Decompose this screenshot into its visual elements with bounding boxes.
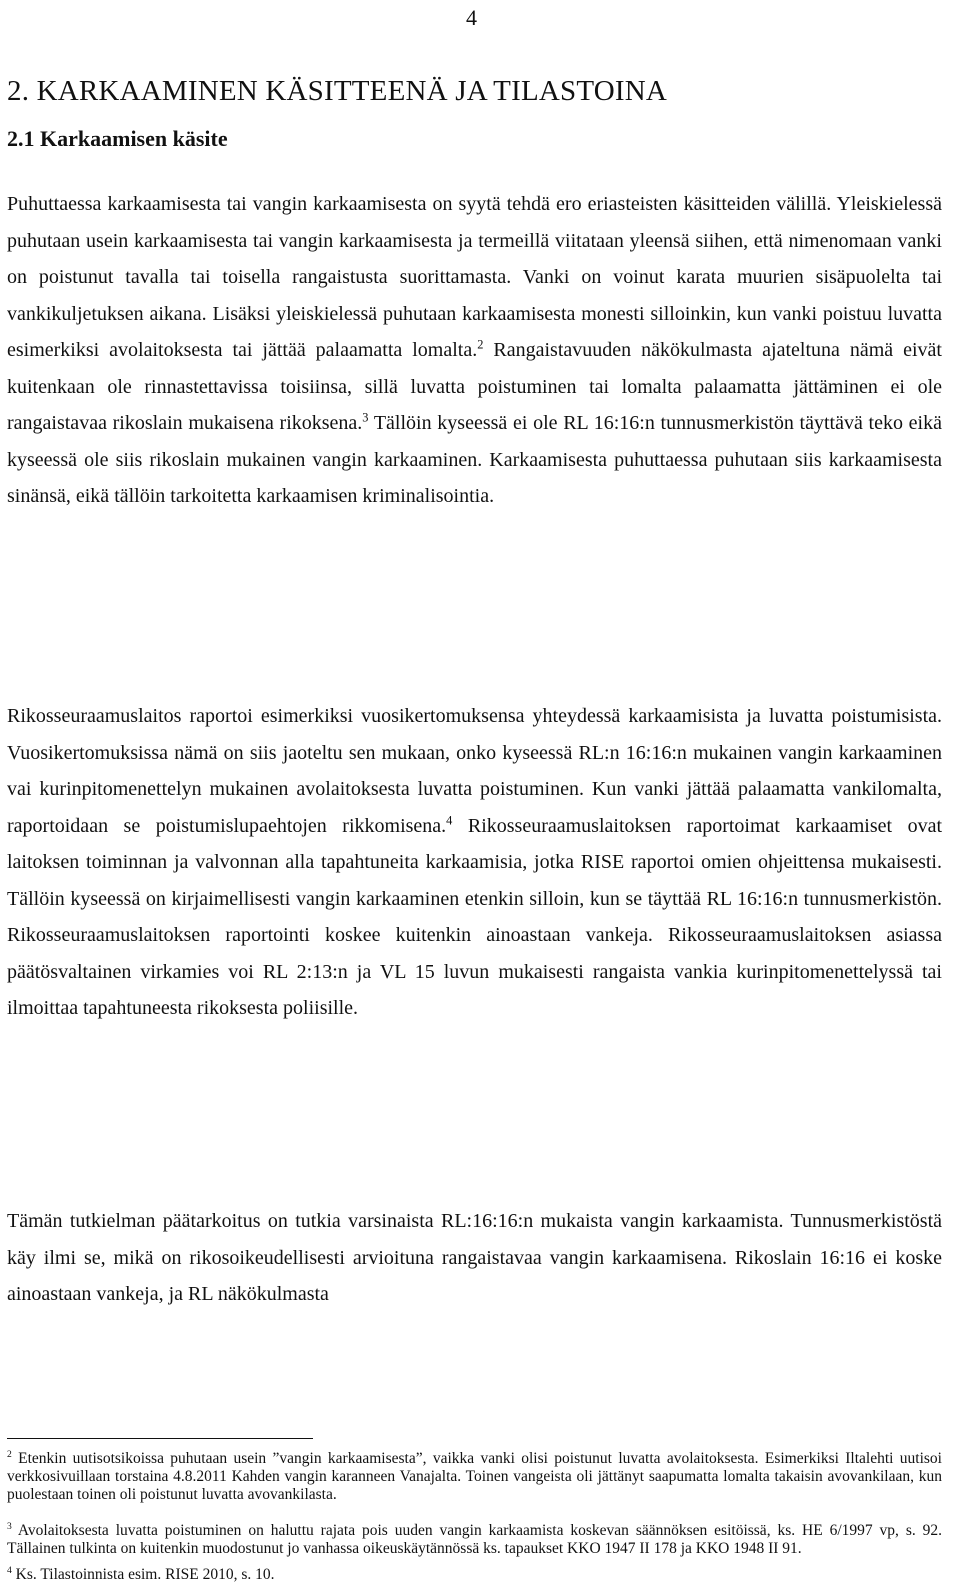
footnote-ref-3[interactable]: 3 — [362, 410, 369, 425]
footnote-3 — [7, 1522, 942, 1558]
body-paragraph-3 — [7, 1203, 942, 1313]
footnote-4 — [7, 1566, 942, 1584]
footnote-number: 3 — [7, 1521, 12, 1533]
footnote-2 — [7, 1450, 942, 1504]
footnote-ref-2[interactable]: 2 — [477, 337, 484, 352]
footnote-text: Etenkin uutisotsikoissa puhutaan usein ”vangin karkaamisesta”, vaikka vanki olisi poistunut luvatta avolaitoksesta. Esimerkiksi Iltalehti uutisoi verkkosivuillaan torstaina 4.8.2011 Kahden vangin karanneen Vanajalta. Toinen vangeista oli jättänyt saapumatta lomalta takaisin avovankilaan, kun puolestaan toinen oli poistunut luvatta avovankilasta. — [7, 1450, 942, 1503]
paragraph-text: Tämän tutkielman päätarkoitus on tutkia varsinaista RL:16:16:n mukaista vangin karkaamista. Tunnusmerkistöstä käy ilmi se, mikä on rikosoikeudellisesti arvioituna rangaistavaa vangin karkaamisena. Rikoslain 16:16 ei koske ainoastaan vankeja, ja RL näkökulmasta — [7, 1210, 942, 1305]
footnote-number: 2 — [7, 1449, 12, 1461]
paragraph-text: Tällöin kyseessä ei ole RL 16:16:n tunnusmerkistön täyttävä teko eikä kyseessä ole siis rikoslain mukainen vangin karkaaminen. Karkaamisesta puhuttaessa puhutaan siis karkaamisesta sinänsä, eikä tällöin tarkoitetta karkaamisen kriminalisointia. — [7, 412, 942, 507]
page-number: 4 — [466, 5, 477, 30]
footnote-text: Avolaitoksesta luvatta poistuminen on haluttu rajata pois uuden vangin karkaamista koskevan säännöksen esitöissä, ks. HE 6/1997 vp, s. 92. Tällainen tulkinta on kuitenkin muodostunut jo vanhassa oikeuskäytännössä ks. tapaukset KKO 1947 II 178 ja KKO 1948 II 91. — [7, 1522, 942, 1557]
body-paragraph-2 — [7, 698, 942, 1027]
footnote-number: 4 — [7, 1565, 12, 1577]
paragraph-text: Rangaistavuuden näkökulmasta ajateltuna nämä eivät kuitenkaan ole rinnastettavissa toisiinsa, sillä luvatta poistuminen tai lomalta palaamatta jättäminen ei ole rangaistavaa rikoslain mukaisena rikoksena. — [7, 339, 942, 434]
paragraph-text: Rikosseuraamuslaitoksen raportoimat karkaamiset ovat laitoksen toiminnan ja valvonnan alla tapahtuneita karkaamisia, jotka RISE raportoi omien ohjeittensa mukaisesti. Tällöin kyseessä on kirjaimellisesti vangin karkaaminen etenkin silloin, kun se täyttää RL 16:16:n tunnusmerkistön. Rikosseuraamuslaitoksen raportointi koskee kuitenkin ainoastaan vankeja. Rikosseuraamuslaitoksen asiassa päätösvaltainen virkamies voi RL 2:13:n ja VL 15 luvun mukaisesti rangaista vankia kurinpitomenettelyssä tai ilmoittaa tapahtuneesta rikoksesta poliisille. — [7, 814, 943, 1019]
chapter-heading: 2. KARKAAMINEN KÄSITTEENÄ JA TILASTOINA — [7, 75, 668, 107]
paragraph-text: Puhuttaessa karkaamisesta tai vangin karkaamisesta on syytä tehdä ero eriasteisten käsitteiden välillä. Yleiskielessä puhutaan usein karkaamisesta tai vangin karkaamisesta ja termeillä viitataan yleensä siihen, että nimenomaan vanki on poistunut tavalla tai toisella rangaistusta suorittamasta. Vanki on voinut karata muurien sisäpuolelta tai vankikuljetuksen aikana. Lisäksi yleiskielessä puhutaan karkaamisesta monesti silloinkin, kun vanki poistuu luvatta esimerkiksi avolaitoksesta tai jättää palaamatta lomalta. — [7, 193, 942, 361]
footnote-separator — [7, 1438, 313, 1439]
section-heading: 2.1 Karkaamisen käsite — [7, 126, 228, 151]
paragraph-text: Rikosseuraamuslaitos raportoi esimerkiksi vuosikertomuksensa yhteydessä karkaamisista ja luvatta poistumisista. Vuosikertomuksissa nämä on siis jaoteltu sen mukaan, onko kyseessä RL:n 16:16:n mukainen vangin karkaaminen vai kurinpitomenettelyn mukainen avolaitoksesta luvatta poistuminen. Kun vanki jättää palaamatta vankilomalta, raportoidaan se poistumislupaehtojen rikkomisena. — [7, 705, 942, 837]
footnote-ref-4[interactable]: 4 — [446, 812, 453, 827]
footnote-text: Ks. Tilastoinnista esim. RISE 2010, s. 10. — [11, 1566, 275, 1583]
body-paragraph-1 — [7, 186, 942, 515]
